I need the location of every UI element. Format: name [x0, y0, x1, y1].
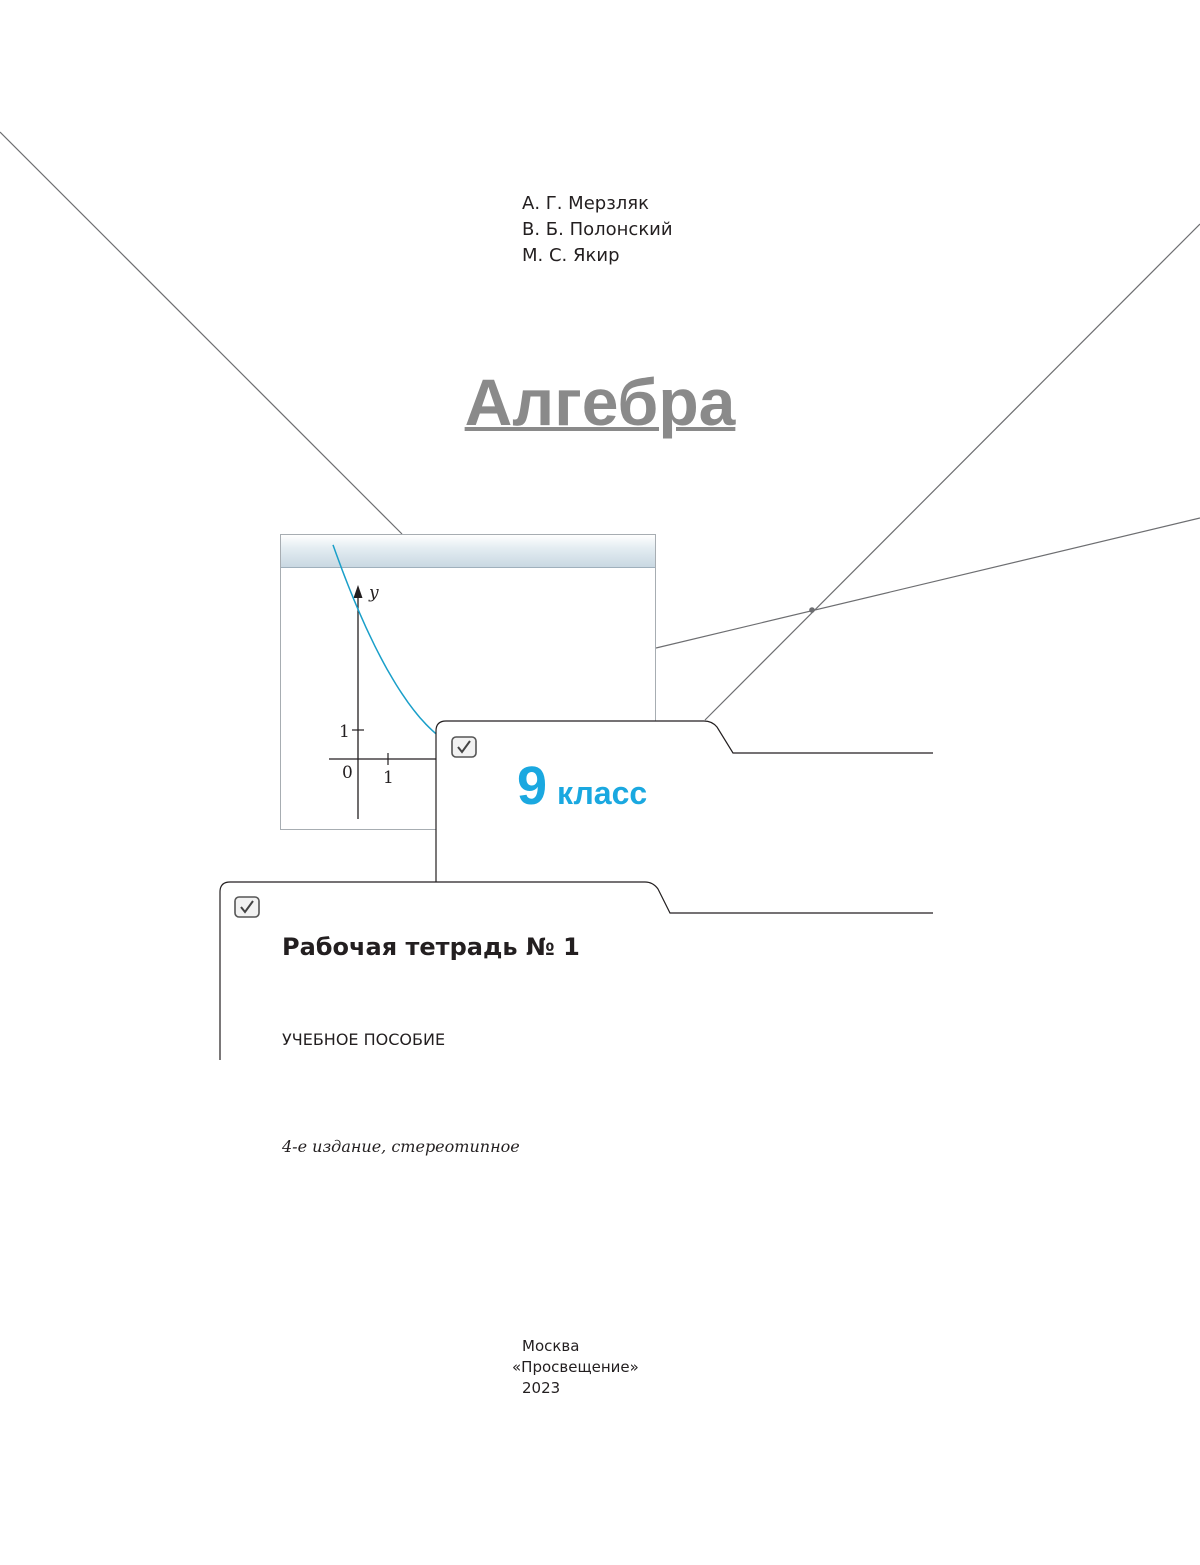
publisher-name: «Просвещение»: [512, 1358, 639, 1376]
edition-note: 4-е издание, стереотипное: [282, 1137, 520, 1156]
check-icon: [234, 896, 260, 918]
grade-word: класс: [557, 775, 648, 811]
book-type: УЧЕБНОЕ ПОСОБИЕ: [282, 1030, 446, 1049]
x-tick-label: 1: [383, 768, 394, 788]
publisher-city: Москва: [522, 1337, 580, 1355]
workbook-title: Рабочая тетрадь № 1: [282, 933, 580, 961]
check-icon: [451, 736, 477, 758]
y-axis-label: y: [369, 583, 379, 603]
grade-number: 9: [517, 756, 548, 816]
book-title: Алгебра: [464, 365, 736, 439]
author-2: В. Б. Полонский: [522, 219, 673, 240]
author-1: А. Г. Мерзляк: [522, 193, 649, 214]
author-3: М. С. Якир: [522, 245, 620, 266]
imprint-block: [512, 1336, 639, 1399]
y-tick-label: 1: [339, 722, 350, 742]
origin-label: 0: [342, 763, 353, 783]
grade-tab: [436, 721, 933, 882]
grade-label: [517, 757, 647, 815]
publication-year: 2023: [522, 1379, 561, 1397]
